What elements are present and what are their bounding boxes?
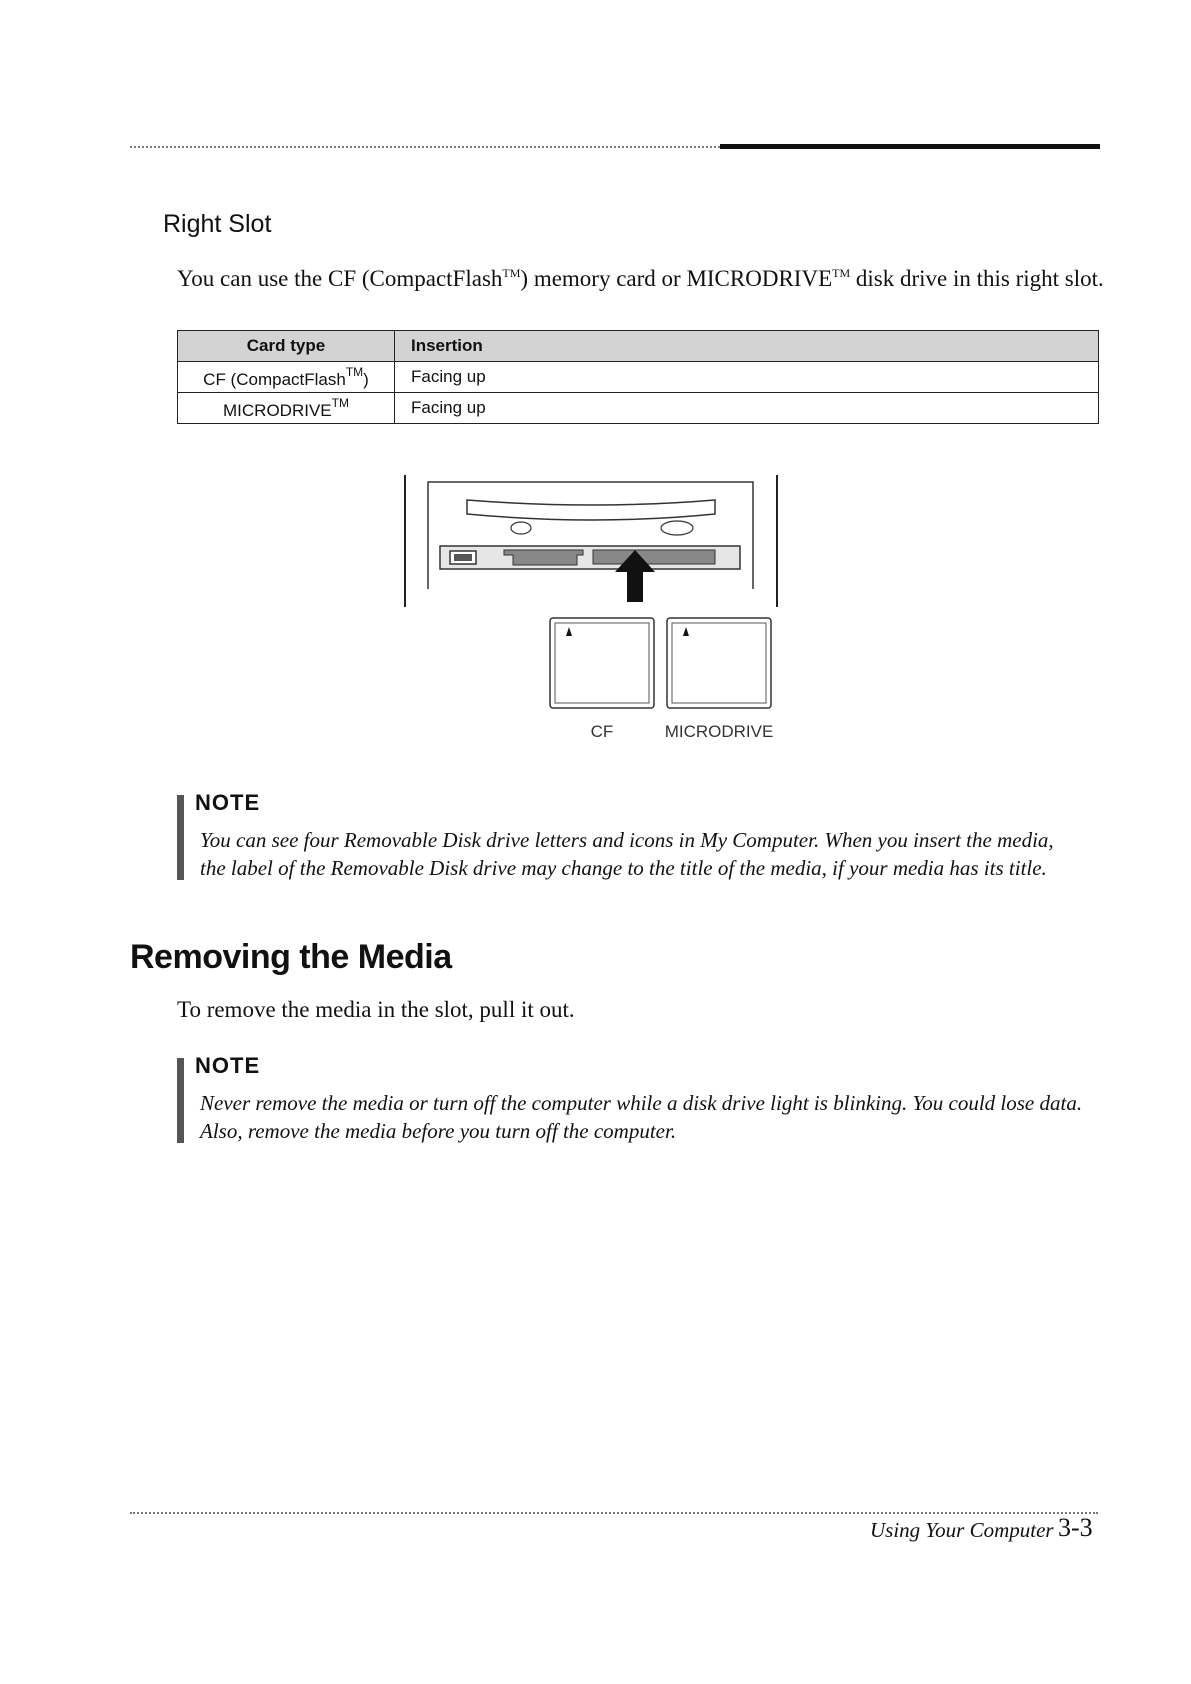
card-type-table — [177, 330, 1099, 424]
note-text: You can see four Removable Disk drive letters and icons in My Computer. When you insert the media, the label of the Removable Disk drive may change to the title of the media, if your media has its title. — [200, 828, 1054, 880]
insertion-cell: Facing up — [395, 362, 1099, 393]
cf-label: CF — [590, 722, 614, 741]
footer-dotted-rule — [130, 1512, 1098, 1514]
header-dotted-rule — [130, 146, 720, 148]
card-type-cell: CF (CompactFlash™) — [178, 362, 395, 393]
insertion-cell: Facing up — [395, 393, 1099, 424]
section-paragraph: To remove the media in the slot, pull it out. — [177, 997, 575, 1022]
table-row — [178, 362, 1099, 393]
card-slot-illustration — [395, 470, 795, 755]
page-number: 3-3 — [1058, 1513, 1093, 1542]
note-title: NOTE — [195, 1053, 261, 1078]
note-bar — [177, 795, 184, 880]
microdrive-label: MICRODRIVE — [664, 722, 774, 741]
intro-paragraph: You can use the CF (CompactFlash™) memory card or MICRODRIVE™ disk drive in this right slot. — [177, 266, 1104, 291]
table-header-row — [178, 331, 1099, 362]
header-card-type: Card type — [178, 331, 395, 362]
note-title: NOTE — [195, 790, 261, 815]
footer-chapter: Using Your Computer — [870, 1518, 1054, 1542]
section-title: Removing the Media — [130, 938, 452, 976]
note-bar — [177, 1058, 184, 1143]
subsection-title: Right Slot — [163, 210, 272, 238]
card-type-cell: MICRODRIVE™ — [178, 393, 395, 424]
header-thick-rule — [720, 144, 1100, 149]
note-text: Never remove the media or turn off the computer while a disk drive light is blinking. You could lose data. Also, remove the media before you turn off the computer. — [200, 1091, 1083, 1143]
header-insertion: Insertion — [395, 331, 1099, 362]
table-row — [178, 393, 1099, 424]
